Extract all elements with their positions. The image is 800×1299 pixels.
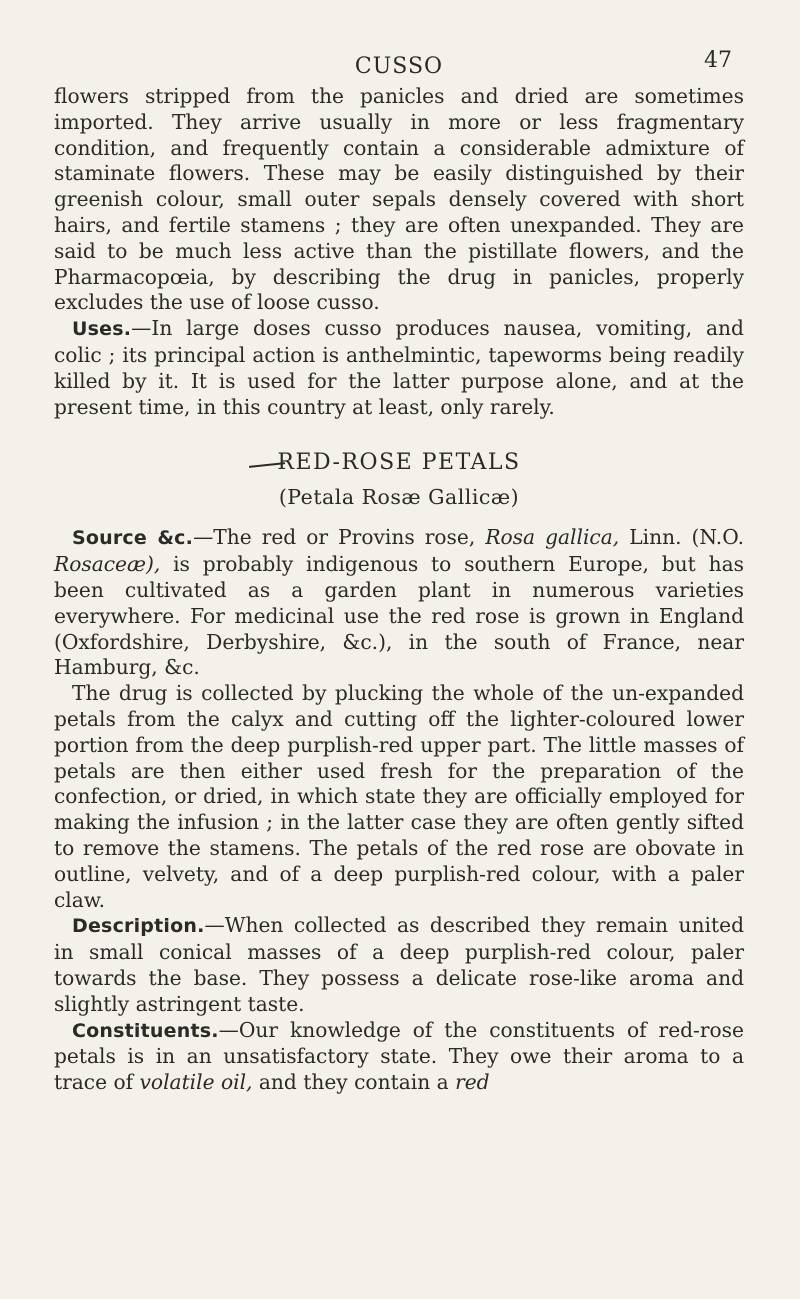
- collection-paragraph: The drug is collected by plucking the whole of the un-expanded petals from the calyx and cutting off the lighter-coloured lower portion from the deep purplish-red upper part. The little masses of petals are then either used fresh for the preparation of the confection, or dried, in which state they are officially employed for making the infusion ; in the latter case they are often gently sifted to remove the stamens. The petals of the red rose are obovate in outline, velvety, and of a deep purplish-red colour, with a paler claw.: [54, 681, 744, 912]
- constituents-italic-b: red: [455, 1070, 490, 1095]
- running-title: CUSSO: [354, 54, 444, 79]
- page-number: 47: [704, 48, 732, 73]
- uses-paragraph: [54, 316, 744, 420]
- section-subtitle: (Petala Rosæ Gallicæ): [278, 485, 520, 510]
- uses-heading: Uses.: [72, 318, 132, 341]
- constituents-italic-a: volatile oil,: [139, 1070, 253, 1095]
- source-italic-b: Rosaceæ),: [54, 552, 161, 577]
- book-page: [54, 48, 744, 1096]
- source-italic-a: Rosa gallica,: [485, 525, 620, 550]
- constituents-paragraph: [54, 1018, 744, 1096]
- section-title-text: RED-ROSE PETALS: [277, 450, 521, 476]
- constituents-text-a: —Our knowledge of the constituents of red-rose petals is in an unsatisfactory state. They owe their aroma to a trace of: [54, 1017, 744, 1095]
- source-text-b: Linn. (N.O.: [619, 525, 744, 550]
- description-heading: Description.: [72, 915, 205, 938]
- paragraph-continued: flowers stripped from the panicles and dried are sometimes imported. They arrive usually in more or less fragmentary condition, and frequently contain a considerable admixture of staminate flowers. These may be easily distinguished by their greenish colour, small outer sepals densely covered with short hairs, and fertile stamens ; they are often unexpanded. They are said to be much less active than the pistillate flowers, and the Pharmacopœia, by describing the drug in panicles, properly excludes the use of loose cusso.: [54, 84, 744, 315]
- uses-text: —In large doses cusso produces nausea, vomiting, and colic ; its principal action is anthelmintic, tapeworms being readily killed by it. It is used for the latter purpose alone, and at the present time, in this country at least, only rarely.: [54, 316, 744, 419]
- source-text-a: —The red or Provins rose,: [193, 525, 486, 550]
- source-text-c: is probably indigenous to southern Europe, but has been cultivated as a garden plant in numerous varieties everywhere. For medicinal use the red rose is grown in England (Oxfordshire, Derbyshire, &c.), in the south of France, near Hamburg, &c.: [54, 552, 744, 680]
- constituents-text-b: and they contain a: [252, 1070, 456, 1095]
- source-heading: Source &c.: [72, 527, 194, 550]
- source-paragraph: [54, 525, 744, 681]
- constituents-heading: Constituents.: [72, 1019, 219, 1042]
- section-title: [54, 450, 744, 475]
- description-paragraph: [54, 913, 744, 1017]
- running-head: [54, 48, 744, 84]
- description-text: —When collected as described they remain united in small conical masses of a deep purplish-red colour, paler towards the base. They possess a delicate rose-like aroma and slightly astringent taste.: [54, 913, 744, 1016]
